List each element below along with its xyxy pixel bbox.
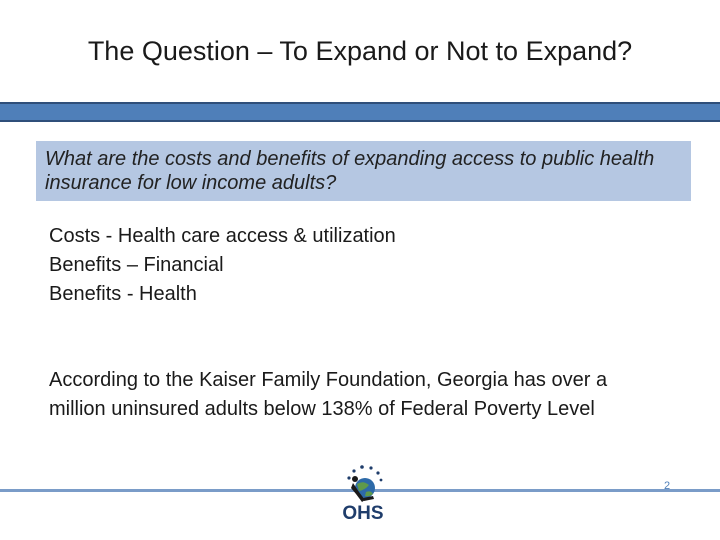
title-accent-bar [0,102,720,122]
ohs-logo-text: OHS [342,503,384,524]
question-box: What are the costs and benefits of expanding access to public health insurance for low income adults? [36,141,691,201]
note-line-1: According to the Kaiser Family Foundation, Georgia has over a [49,369,608,391]
list-item-benefits-financial: Benefits – Financial [49,254,224,276]
page-number: 2 [664,480,671,492]
kaiser-note [49,366,689,424]
slide-title: The Question – To Expand or Not to Expand? [87,36,633,66]
cost-benefit-list [49,222,396,309]
note-line-2: million uninsured adults below 138% of Federal Poverty Level [49,398,595,420]
list-item-benefits-health: Benefits - Health [49,283,197,305]
list-item-costs: Costs - Health care access & utilization [49,225,396,247]
